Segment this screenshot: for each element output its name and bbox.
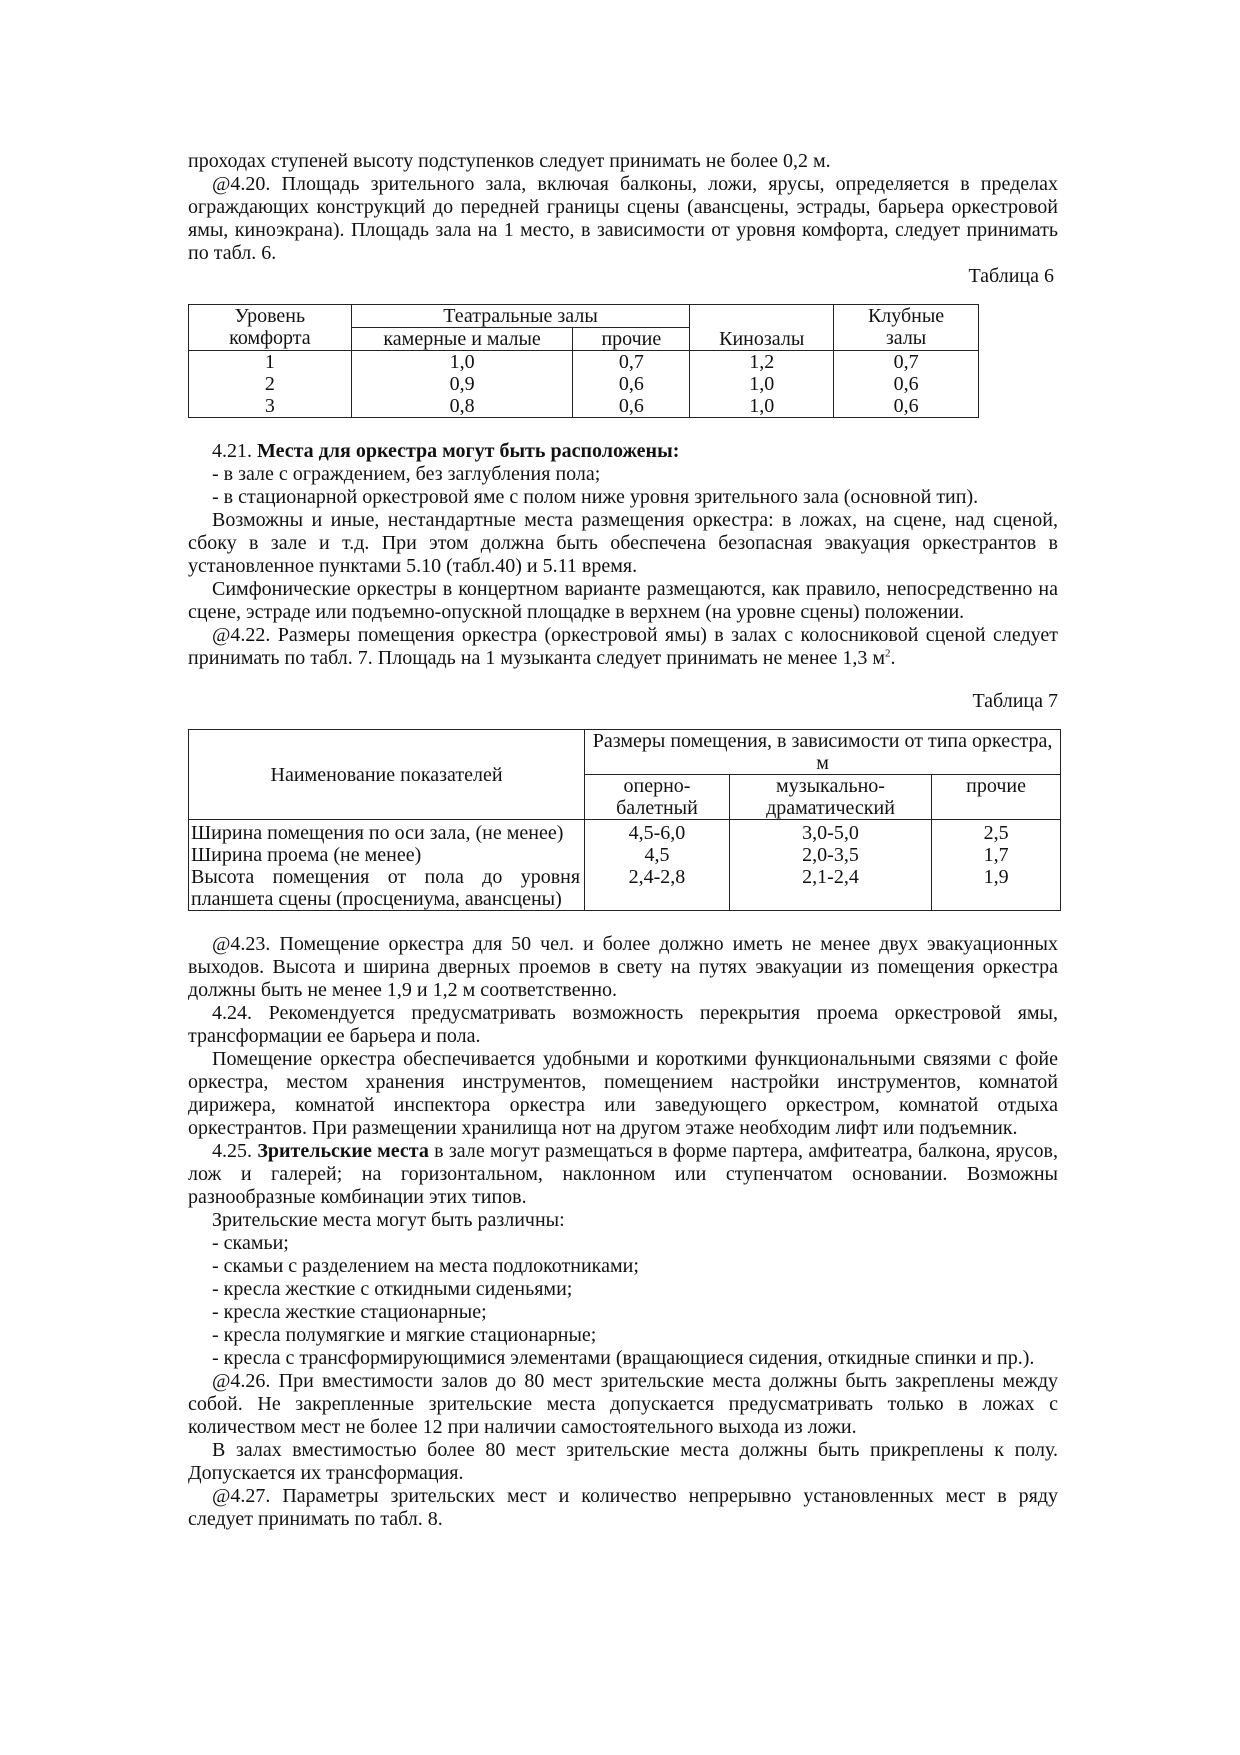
- t7-header-name: Наименование показателей: [189, 730, 585, 820]
- paragraph-4-22: @4.22. Размеры помещения оркестра (оркестровой ямы) в залах с колосниковой сценой следует принимать по табл. 7. Площадь на 1 музыканта следует принимать не менее 1,3 $м^2$.: [188, 624, 1058, 669]
- t7-musdram-values: 3,0-5,0 2,0-3,5 2,1-2,4: [729, 820, 931, 911]
- table-row: [189, 820, 1061, 911]
- t7-header-opera: оперно- балетный: [585, 775, 730, 820]
- list-item: - кресла жесткие стационарные;: [212, 1301, 487, 1323]
- t6-header-club: Клубные залы: [834, 305, 979, 351]
- table7-caption: Таблица 7: [972, 690, 1058, 712]
- list-item: - скамьи с разделением на места подлокотниками;: [212, 1255, 639, 1277]
- t6-cell: 0,7: [573, 351, 690, 374]
- t6-cell: 1,2: [690, 351, 834, 374]
- t7-header-other: прочие: [932, 775, 1061, 820]
- t6-header-other: прочие: [573, 328, 690, 351]
- t7-names: Ширина помещения по оси зала, (не менее) Ширина проема (не менее) Высота помещения от пола до уровня планшета сцены (просцениума, авансцены): [189, 820, 585, 911]
- t6-cell: 1: [189, 351, 352, 374]
- paragraph-4-26: @4.26. При вместимости залов до 80 мест зрительские места должны быть закреплены между собой. Не закрепленные зрительские места допускается предусматривать только в ложах с количеством мест не более 12 при наличии самостоятельного выхода из ложи.: [188, 1370, 1058, 1438]
- t7-header-musdram: музыкально- драматический: [729, 775, 931, 820]
- t7-opera-values: 4,5-6,0 4,5 2,4-2,8: [585, 820, 730, 911]
- list-item: - в зале с ограждением, без заглубления пола;: [212, 463, 601, 485]
- table-row: [189, 395, 979, 418]
- table-row: [189, 351, 979, 374]
- t6-cell: 0,6: [834, 395, 979, 418]
- t6-cell: 1,0: [690, 395, 834, 418]
- t6-cell: 0,6: [834, 373, 979, 395]
- paragraph-symphony: Симфонические оркестры в концертном варианте размещаются, как правило, непосредственно на сцене, эстраде или подъемно-опускной площадке в верхнем (на уровне сцены) положении.: [188, 578, 1058, 623]
- list-item: - кресла жесткие с откидными сиденьями;: [212, 1278, 573, 1300]
- paragraph-orchestra-room: Помещение оркестра обеспечивается удобными и короткими функциональными связями с фойе оркестра, местом хранения инструментов, помещением настройки инструментов, комнатой дирижера, комнатой инспектора оркестра или заведующего оркестром, комнатой отдыха оркестрантов. При размещении хранилища нот на другом этаже необходим лифт или подъемник.: [188, 1048, 1058, 1139]
- paragraph-large-halls: В залах вместимостью более 80 мест зрительские места должны быть прикреплены к полу. Допускается их трансформация.: [188, 1439, 1058, 1484]
- t6-cell: 0,7: [834, 351, 979, 374]
- paragraph-steps: проходах ступеней высоту подступенков следует принимать не более 0,2 м.: [188, 150, 831, 172]
- paragraph-orchestra-alt: Возможны и иные, нестандартные места размещения оркестра: в ложах, на сцене, над сценой, сбоку в зале и т.д. При этом должна быть обеспечена безопасная эвакуация оркестрантов в установленное пунктами 5.10 (табл.40) и 5.11 время.: [188, 509, 1058, 577]
- list-item: - кресла полумягкие и мягкие стационарные;: [212, 1324, 597, 1346]
- t6-cell: 0,6: [573, 395, 690, 418]
- t6-header-theatre: Театральные залы: [351, 305, 689, 328]
- table-6: [188, 304, 979, 418]
- t6-cell: 3: [189, 395, 352, 418]
- list-item: - кресла с трансформирующимися элементами (вращающиеся сидения, откидные спинки и пр.).: [212, 1347, 1035, 1369]
- t7-other-values: 2,5 1,7 1,9: [932, 820, 1061, 911]
- t6-cell: 0,9: [351, 373, 573, 395]
- list-item: - скамьи;: [212, 1232, 289, 1254]
- section-4-21: [188, 440, 1058, 670]
- section-bottom: [188, 933, 1058, 1531]
- t6-cell: 0,6: [573, 373, 690, 395]
- t6-cell: 1,0: [690, 373, 834, 395]
- t6-header-level: Уровень комфорта: [189, 305, 352, 351]
- t6-cell: 2: [189, 373, 352, 395]
- table-7: [188, 729, 1061, 911]
- paragraph-4-25: 4.25. Зрительские места в зале могут размещаться в форме партера, амфитеатра, балкона, ярусов, лож и галерей; на горизонтальном, наклонном или ступенчатом основании. Возможны разнообразные комбинации этих типов.: [188, 1140, 1058, 1208]
- t7-header-sizes: Размеры помещения, в зависимости от типа оркестра, м: [585, 730, 1061, 775]
- table6-caption: Таблица 6: [968, 265, 1054, 287]
- paragraph-4-23: @4.23. Помещение оркестра для 50 чел. и более должно иметь не менее двух эвакуационных выходов. Высота и ширина дверных проемов в свету на путях эвакуации из помещения оркестра должны быть не менее 1,9 и 1,2 м соответственно.: [188, 933, 1058, 1001]
- document-page: [188, 150, 1058, 1531]
- t6-header-cinema: Кинозалы: [690, 305, 834, 351]
- t6-cell: 1,0: [351, 351, 573, 374]
- paragraph-4-27: @4.27. Параметры зрительских мест и количество непрерывно установленных мест в ряду следует принимать по табл. 8.: [188, 1485, 1058, 1530]
- heading-4-21: 4.21. Места для оркестра могут быть расположены:: [212, 440, 680, 462]
- list-item: - в стационарной оркестровой яме с полом ниже уровня зрительного зала (основной тип).: [212, 486, 979, 508]
- t6-cell: 0,8: [351, 395, 573, 418]
- paragraph-seats-types: Зрительские места могут быть различны:: [212, 1209, 565, 1231]
- paragraph-4-20: @4.20. Площадь зрительного зала, включая балконы, ложи, ярусы, определяется в пределах ограждающих конструкций до передней границы сцены (авансцены, эстрады, барьера оркестровой ямы, киноэкрана). Площадь зала на 1 место, в зависимости от уровня комфорта, следует принимать по табл. 6.: [188, 173, 1058, 264]
- paragraph-4-24: 4.24. Рекомендуется предусматривать возможность перекрытия проема оркестровой ямы, трансформации ее барьера и пола.: [188, 1002, 1058, 1047]
- t6-header-chamber: камерные и малые: [351, 328, 573, 351]
- table-row: [189, 373, 979, 395]
